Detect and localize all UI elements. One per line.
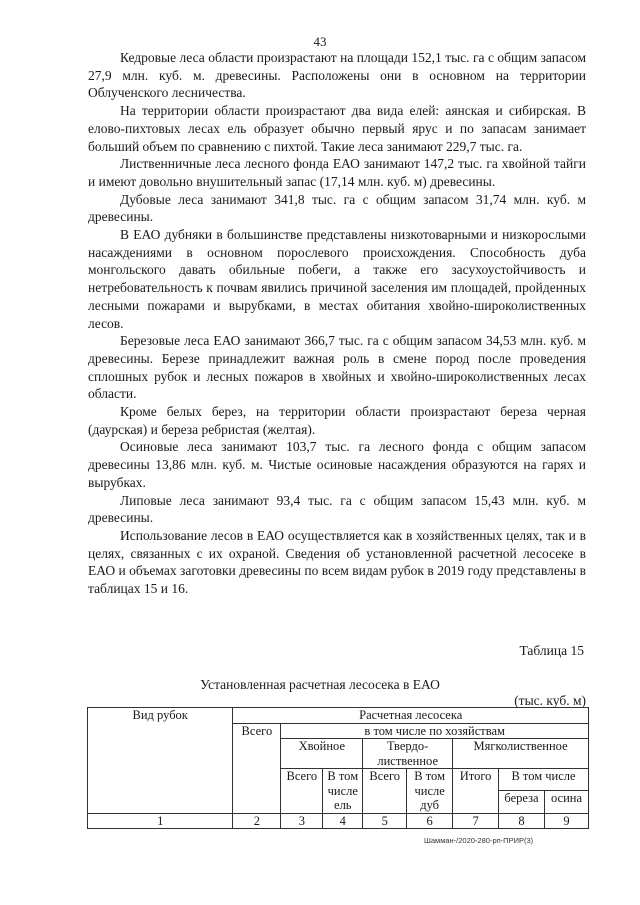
paragraph-aspen: Осиновые леса занимают 103,7 тыс. га лесного фонда с общим запасом древесины 13,86 млн. куб. м. Чистые осиновые насаждения образуются на гарях и вырубках.: [88, 439, 586, 490]
body-text: [88, 49, 586, 598]
header-raschetnaya: Расчетная лесосека: [233, 708, 589, 724]
col-number-8: 8: [499, 813, 545, 829]
header-hvoynoe-vsego: Всего: [281, 769, 323, 814]
col-number-9: 9: [545, 813, 589, 829]
header-v-tom-chisle-el: В том числе ель: [323, 769, 363, 814]
header-vid-rubok: Вид рубок: [88, 708, 233, 814]
col-number-3: 3: [281, 813, 323, 829]
header-v-tom-chisle-dub: В том числе дуб: [407, 769, 453, 814]
page-number: 43: [313, 34, 327, 49]
allowable-cut-table: [87, 707, 589, 829]
header-vsego: Всего: [233, 723, 281, 813]
paragraph-cedar: Кедровые леса области произрастают на площади 152,1 тыс. га с общим запасом 27,9 млн. куб. м. древесины. Расположены они в основном на территории Облученского лесничества.: [88, 50, 586, 101]
header-tverdolistvennoe: Твердо-лиственное: [363, 739, 453, 769]
header-po-hozyaystvam: в том числе по хозяйствам: [281, 723, 589, 739]
paragraph-birch: Березовые леса ЕАО занимают 366,7 тыс. га с общим запасом 34,53 млн. куб. м древесины. Березе принадлежит важная роль в смене пород после проведения сплошных рубок и лесных пожаров в хвойных и хвойно-широколиственных лесах области.: [88, 333, 586, 402]
header-tverdo-vsego: Всего: [363, 769, 407, 814]
table-label: Таблица 15: [519, 643, 584, 658]
table-number-row: [88, 813, 589, 829]
footer-note: Шамман-/2020-280-рп-ПРИР(3): [424, 836, 534, 845]
header-myagkolistvennoe: Мягколиственное: [453, 739, 589, 769]
col-number-4: 4: [323, 813, 363, 829]
header-itogo: Итого: [453, 769, 499, 814]
paragraph-spruce: На территории области произрастают два вида елей: аянская и сибирская. В елово-пихтовых лесах ель образует обычно первый ярус и по запасам занимает больший объем по сравнению с пихтой. Такие леса занимают 229,7 тыс. га.: [88, 103, 586, 154]
col-number-1: 1: [88, 813, 233, 829]
col-number-6: 6: [407, 813, 453, 829]
header-hvoynoe: Хвойное: [281, 739, 363, 769]
col-number-7: 7: [453, 813, 499, 829]
paragraph-birch-species: Кроме белых берез, на территории области произрастают береза черная (даурская) и береза ребристая (желтая).: [88, 404, 586, 437]
col-number-5: 5: [363, 813, 407, 829]
col-number-2: 2: [233, 813, 281, 829]
header-v-tom-chisle-myagko: В том числе: [499, 769, 589, 791]
table-title: Установленная расчетная лесосека в ЕАО: [200, 677, 440, 692]
paragraph-larch: Лиственничные леса лесного фонда ЕАО занимают 147,2 тыс. га хвойной тайги и имеют довольно внушительный запас (17,14 млн. куб. м) древесины.: [88, 156, 586, 189]
paragraph-oak: Дубовые леса занимают 341,8 тыс. га с общим запасом 31,74 млн. куб. м древесины.: [88, 191, 586, 225]
table-unit: (тыс. куб. м): [514, 693, 586, 708]
paragraph-linden: Липовые леса занимают 93,4 тыс. га с общим запасом 15,43 млн. куб. м древесины.: [88, 492, 586, 526]
header-osina: осина: [545, 791, 589, 813]
table-header-row-1: [88, 708, 589, 724]
header-bereza: береза: [499, 791, 545, 813]
paragraph-oak-stands: В ЕАО дубняки в большинстве представлены низкотоварными и низкорослыми насаждениями в основном порослевого происхождения. Способность дуба монгольского давать обильные побеги, а также его засухоустойчивость и нетребовательность к почвам явились причиной заселения им площадей, пройденных лесными пожарами и вырубками, в местах обитания хвойно-широколиственных лесов.: [88, 227, 586, 331]
paragraph-forest-use: Использование лесов в ЕАО осуществляется как в хозяйственных целях, так и в целях, связанных с их охраной. Сведения об установленной расчетной лесосеке в ЕАО и объемах заготовки древесины по всем видам рубок в 2019 году представлены в таблицах 15 и 16.: [88, 527, 586, 597]
